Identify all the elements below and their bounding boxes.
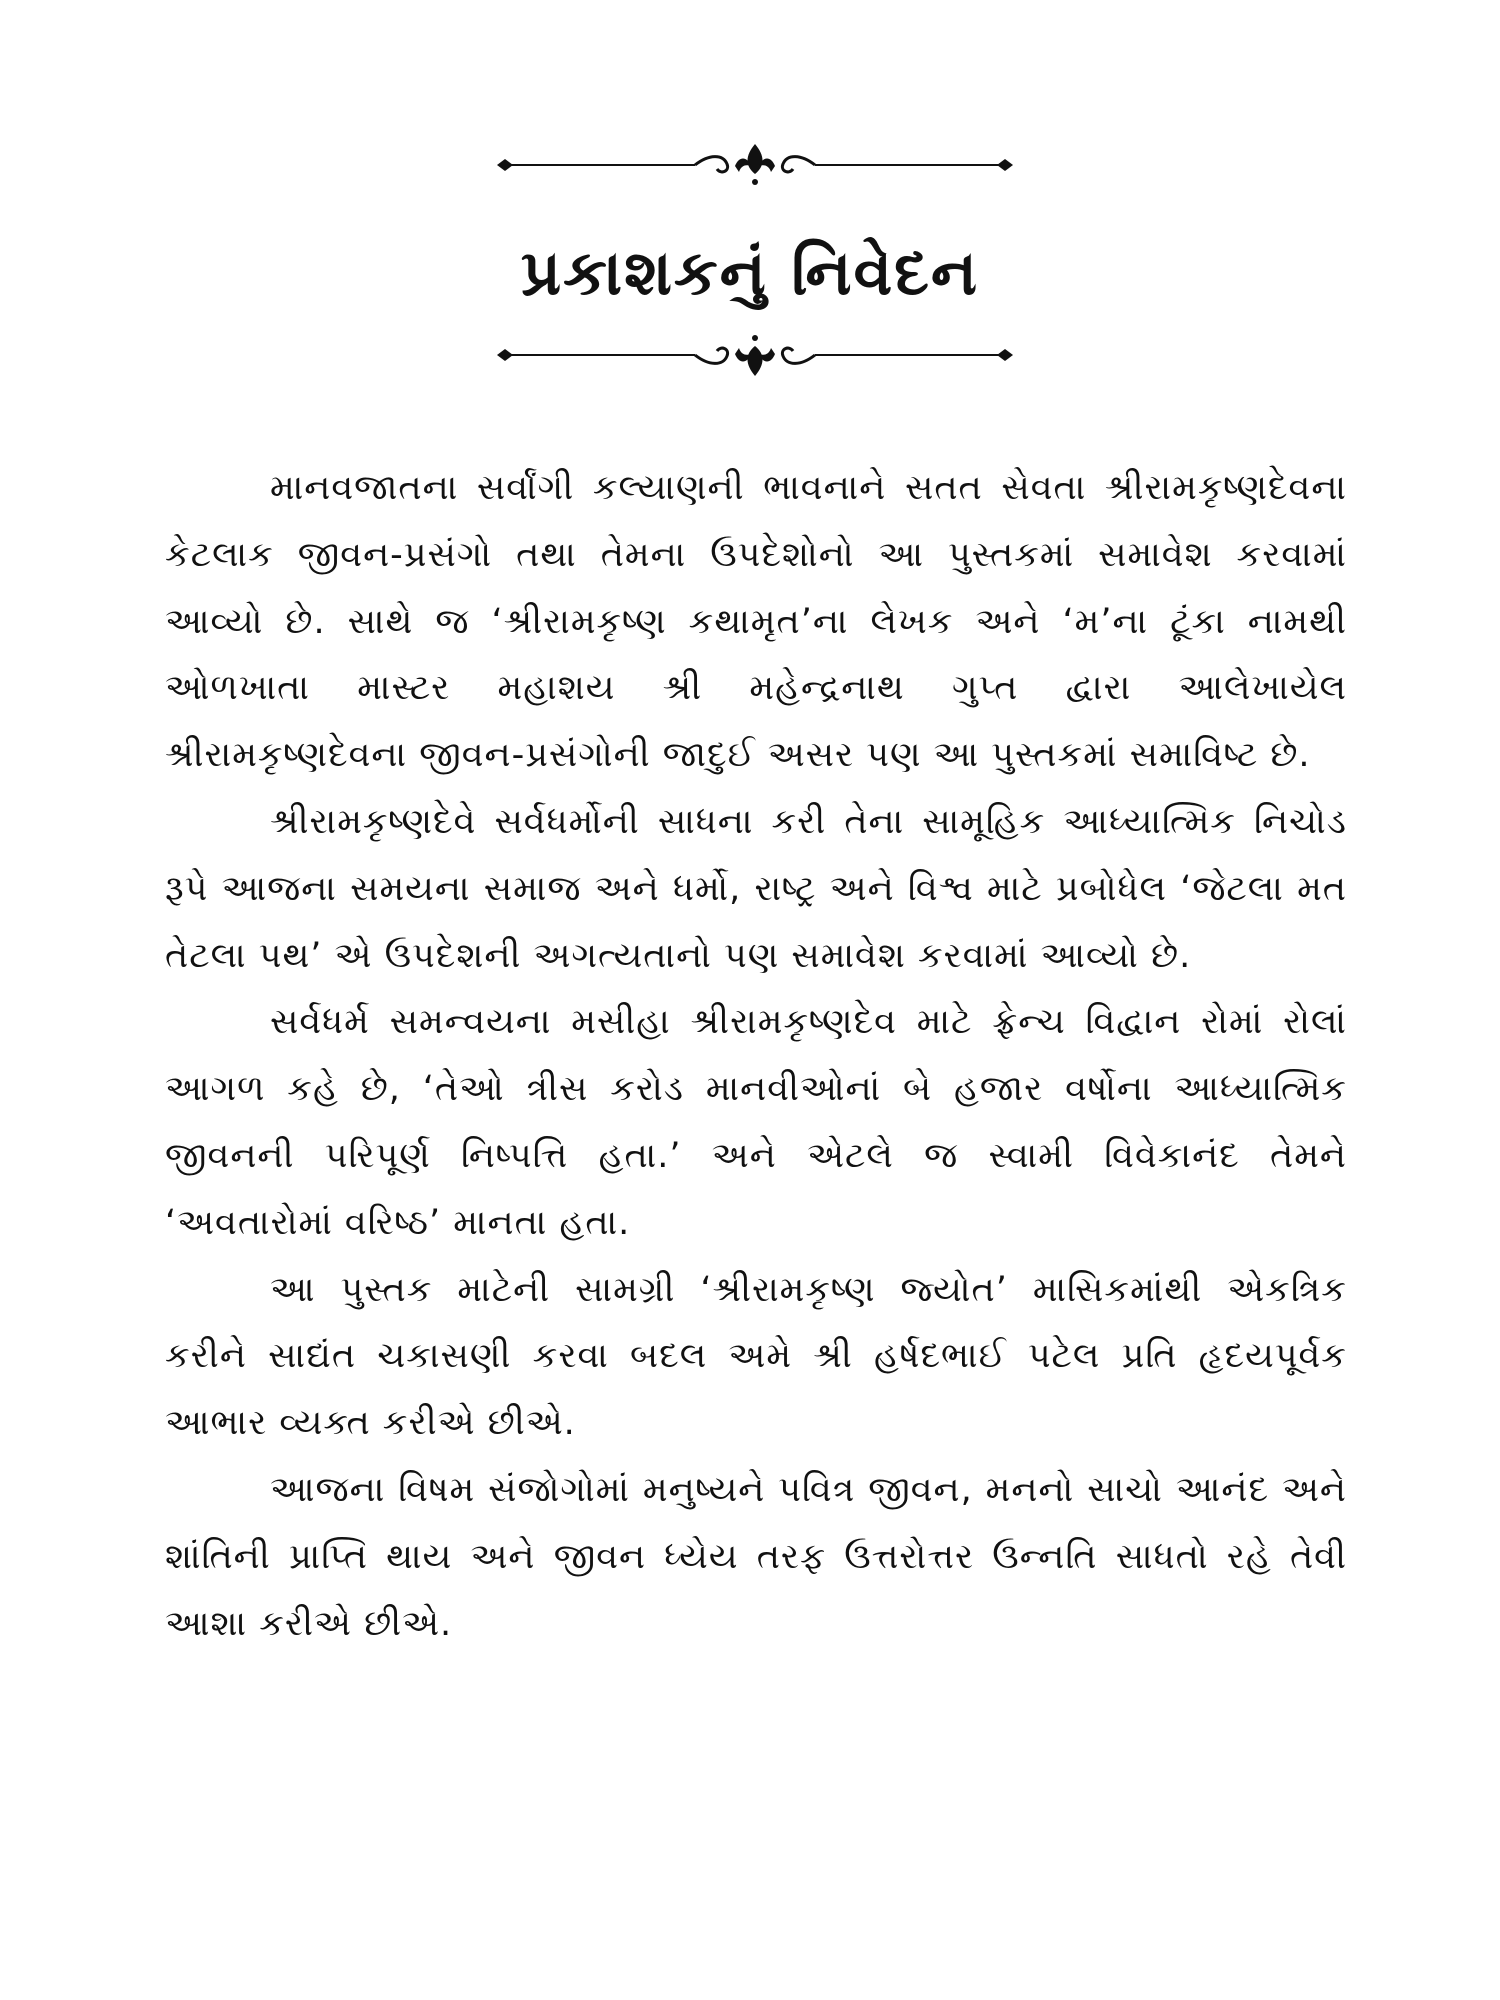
bottom-ornament-divider [495, 330, 1015, 380]
flourish-divider-icon [495, 140, 1015, 190]
paragraph: સર્વધર્મ સમન્વયના મસીહા શ્રીરામકૃષ્ણદેવ માટે ફ્રેન્ચ વિદ્વાન રોમાં રોલાં આગળ કહે છે, ‘તેઓ ત્રીસ કરોડ માનવીઓનાં બે હજાર વર્ષોના આધ્યાત્મિક જીવનની પરિપૂર્ણ નિષ્પત્તિ હતા.’ અને એટલે જ સ્વામી વિવેકાનંદ તેમને ‘અવતારોમાં વરિષ્ઠ’ માનતા હતા. [165, 1002, 1347, 1243]
page-title: પ્રકાશકનું નિવેદન [520, 236, 980, 309]
paragraph: માનવજાતના સર્વાંગી કલ્યાણની ભાવનાને સતત સેવતા શ્રીરામકૃષ્ણદેવના કેટલાક જીવન-પ્રસંગો તથા તેમના ઉપદેશોનો આ પુસ્તકમાં સમાવેશ કરવામાં આવ્યો છે. સાથે જ ‘શ્રીરામકૃષ્ણ કથામૃત’ના લેખક અને ‘મ’ના ટૂંકા નામથી ઓળખાતા માસ્ટર મહાશય શ્રી મહેન્દ્રનાથ ગુપ્ત દ્વારા આલેખાયેલ શ્રીરામકૃષ્ણદેવના જીવન-પ્રસંગોની જાદુઈ અસર પણ આ પુસ્તકમાં સમાવિષ્ટ છે. [165, 468, 1347, 776]
paragraph: આ પુસ્તક માટેની સામગ્રી ‘શ્રીરામકૃષ્ણ જ્યોત’ માસિકમાંથી એકત્રિક કરીને સાદ્યંત ચકાસણી કરવા બદલ અમે શ્રી હર્ષદભાઈ પટેલ પ્રતિ હૃદયપૂર્વક આભાર વ્યક્ત કરીએ છીએ. [165, 1269, 1347, 1444]
paragraph: આજના વિષમ સંજોગોમાં મનુષ્યને પવિત્ર જીવન, મનનો સાચો આનંદ અને શાંતિની પ્રાપ્તિ થાય અને જીવન ધ્યેય તરફ ઉત્તરોત્તર ઉન્નતિ સાધતો રહે તેવી આશા કરીએ છીએ. [165, 1469, 1347, 1644]
body-text [165, 455, 1347, 1657]
paragraph: શ્રીરામકૃષ્ણદેવે સર્વધર્મોની સાધના કરી તેના સામૂહિક આધ્યાત્મિક નિચોડ રૂપે આજના સમયના સમાજ અને ધર્મો, રાષ્ટ્ર અને વિશ્વ માટે પ્રબોધેલ ‘જેટલા મત તેટલા પથ’ એ ઉપદેશની અગત્યતાનો પણ સમાવેશ કરવામાં આવ્યો છે. [165, 801, 1347, 976]
top-ornament-divider [495, 140, 1015, 190]
flourish-divider-icon [495, 330, 1015, 380]
